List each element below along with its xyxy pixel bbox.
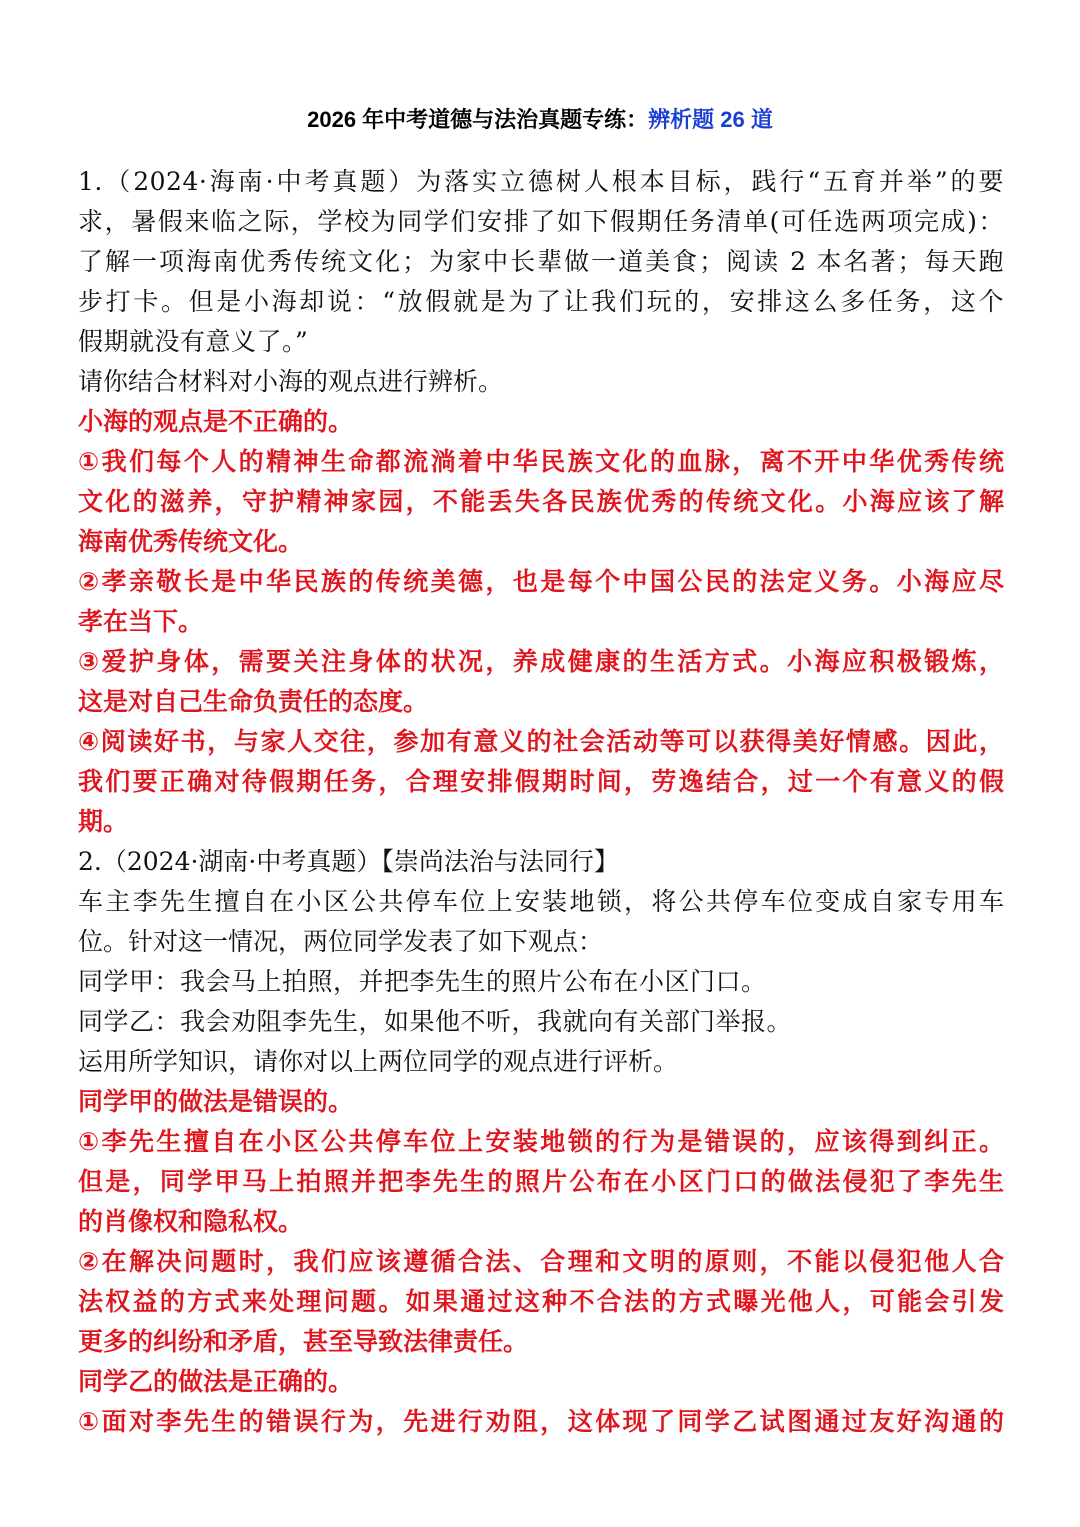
- q1-stem-line: 假期就没有意义了。”: [78, 327, 309, 356]
- question-2: [78, 842, 1004, 1442]
- q2-answer-line: 但是，同学甲马上拍照并把李先生的照片公布在小区门口的做法侵犯了李先生: [78, 1167, 1004, 1196]
- q1-stem-line: 1.（2024·海南·中考真题）为落实立德树人根本目标，践行“五育并举”的要: [78, 167, 1004, 196]
- q2-header: 2.（2024·湖南·中考真题）【崇尚法治与法同行】: [78, 847, 619, 876]
- question-1: [78, 162, 1004, 842]
- q2-view-yi: 同学乙：我会劝阻李先生，如果他不听，我就向有关部门举报。: [78, 1007, 793, 1036]
- q1-stem-line: 步打卡。但是小海却说：“放假就是为了让我们玩的，安排这么多任务，这个: [78, 287, 1004, 316]
- q1-answer-line: 我们要正确对待假期任务，合理安排假期时间，劳逸结合，过一个有意义的假: [78, 767, 1004, 796]
- q1-stem-line: 了解一项海南优秀传统文化；为家中长辈做一道美食；阅读 2 本名著；每天跑: [78, 247, 1004, 276]
- q1-stem-line: 求，暑假来临之际，学校为同学们安排了如下假期任务清单(可任选两项完成)：: [78, 207, 1004, 236]
- q1-answer-line: ③爱护身体，需要关注身体的状况，养成健康的生活方式。小海应积极锻炼，: [78, 647, 1004, 676]
- q2-answer-line: 的肖像权和隐私权。: [78, 1207, 304, 1236]
- q1-answer-line: 期。: [78, 807, 129, 836]
- q2-stem-line: 车主李先生擅自在小区公共停车位上安装地锁，将公共停车位变成自家专用车: [78, 887, 1004, 916]
- page-title: [0, 92, 1080, 148]
- q1-answer-line: 孝在当下。: [78, 607, 204, 636]
- q2-view-jia: 同学甲：我会马上拍照，并把李先生的照片公布在小区门口。: [78, 967, 767, 996]
- title-accent: 辨析题 26 道: [648, 107, 773, 132]
- q2-answer-line: ②在解决问题时，我们应该遵循合法、合理和文明的原则，不能以侵犯他人合: [78, 1247, 1004, 1276]
- q2-prompt: 运用所学知识，请你对以上两位同学的观点进行评析。: [78, 1047, 679, 1076]
- q1-prompt: 请你结合材料对小海的观点进行辨析。: [78, 367, 504, 396]
- q2-answer-line: 同学甲的做法是错误的。: [78, 1087, 354, 1116]
- q2-answer-line: 法权益的方式来处理问题。如果通过这种不合法的方式曝光他人，可能会引发: [78, 1287, 1004, 1316]
- q1-answer-line: ④阅读好书，与家人交往，参加有意义的社会活动等可以获得美好情感。因此，: [78, 727, 1004, 756]
- title-main: 2026 年中考道德与法治真题专练：: [307, 107, 649, 132]
- q1-answer-line: 海南优秀传统文化。: [78, 527, 304, 556]
- q1-answer-line: 文化的滋养，守护精神家园，不能丢失各民族优秀的传统文化。小海应该了解: [78, 487, 1004, 516]
- q2-answer-line: 更多的纠纷和矛盾，甚至导致法律责任。: [78, 1327, 529, 1356]
- q2-answer-line: ①面对李先生的错误行为，先进行劝阻，这体现了同学乙试图通过友好沟通的: [78, 1407, 1004, 1436]
- q1-answer-line: 小海的观点是不正确的。: [78, 407, 354, 436]
- q2-answer-line: 同学乙的做法是正确的。: [78, 1367, 354, 1396]
- q1-answer-line: ②孝亲敬长是中华民族的传统美德，也是每个中国公民的法定义务。小海应尽: [78, 567, 1004, 596]
- document-body: [78, 162, 1004, 1442]
- q2-stem-line: 位。针对这一情况，两位同学发表了如下观点：: [78, 927, 604, 956]
- q1-answer-line: 这是对自己生命负责任的态度。: [78, 687, 429, 716]
- q1-answer-line: ①我们每个人的精神生命都流淌着中华民族文化的血脉，离不开中华优秀传统: [78, 447, 1004, 476]
- q2-answer-line: ①李先生擅自在小区公共停车位上安装地锁的行为是错误的，应该得到纠正。: [78, 1127, 1004, 1156]
